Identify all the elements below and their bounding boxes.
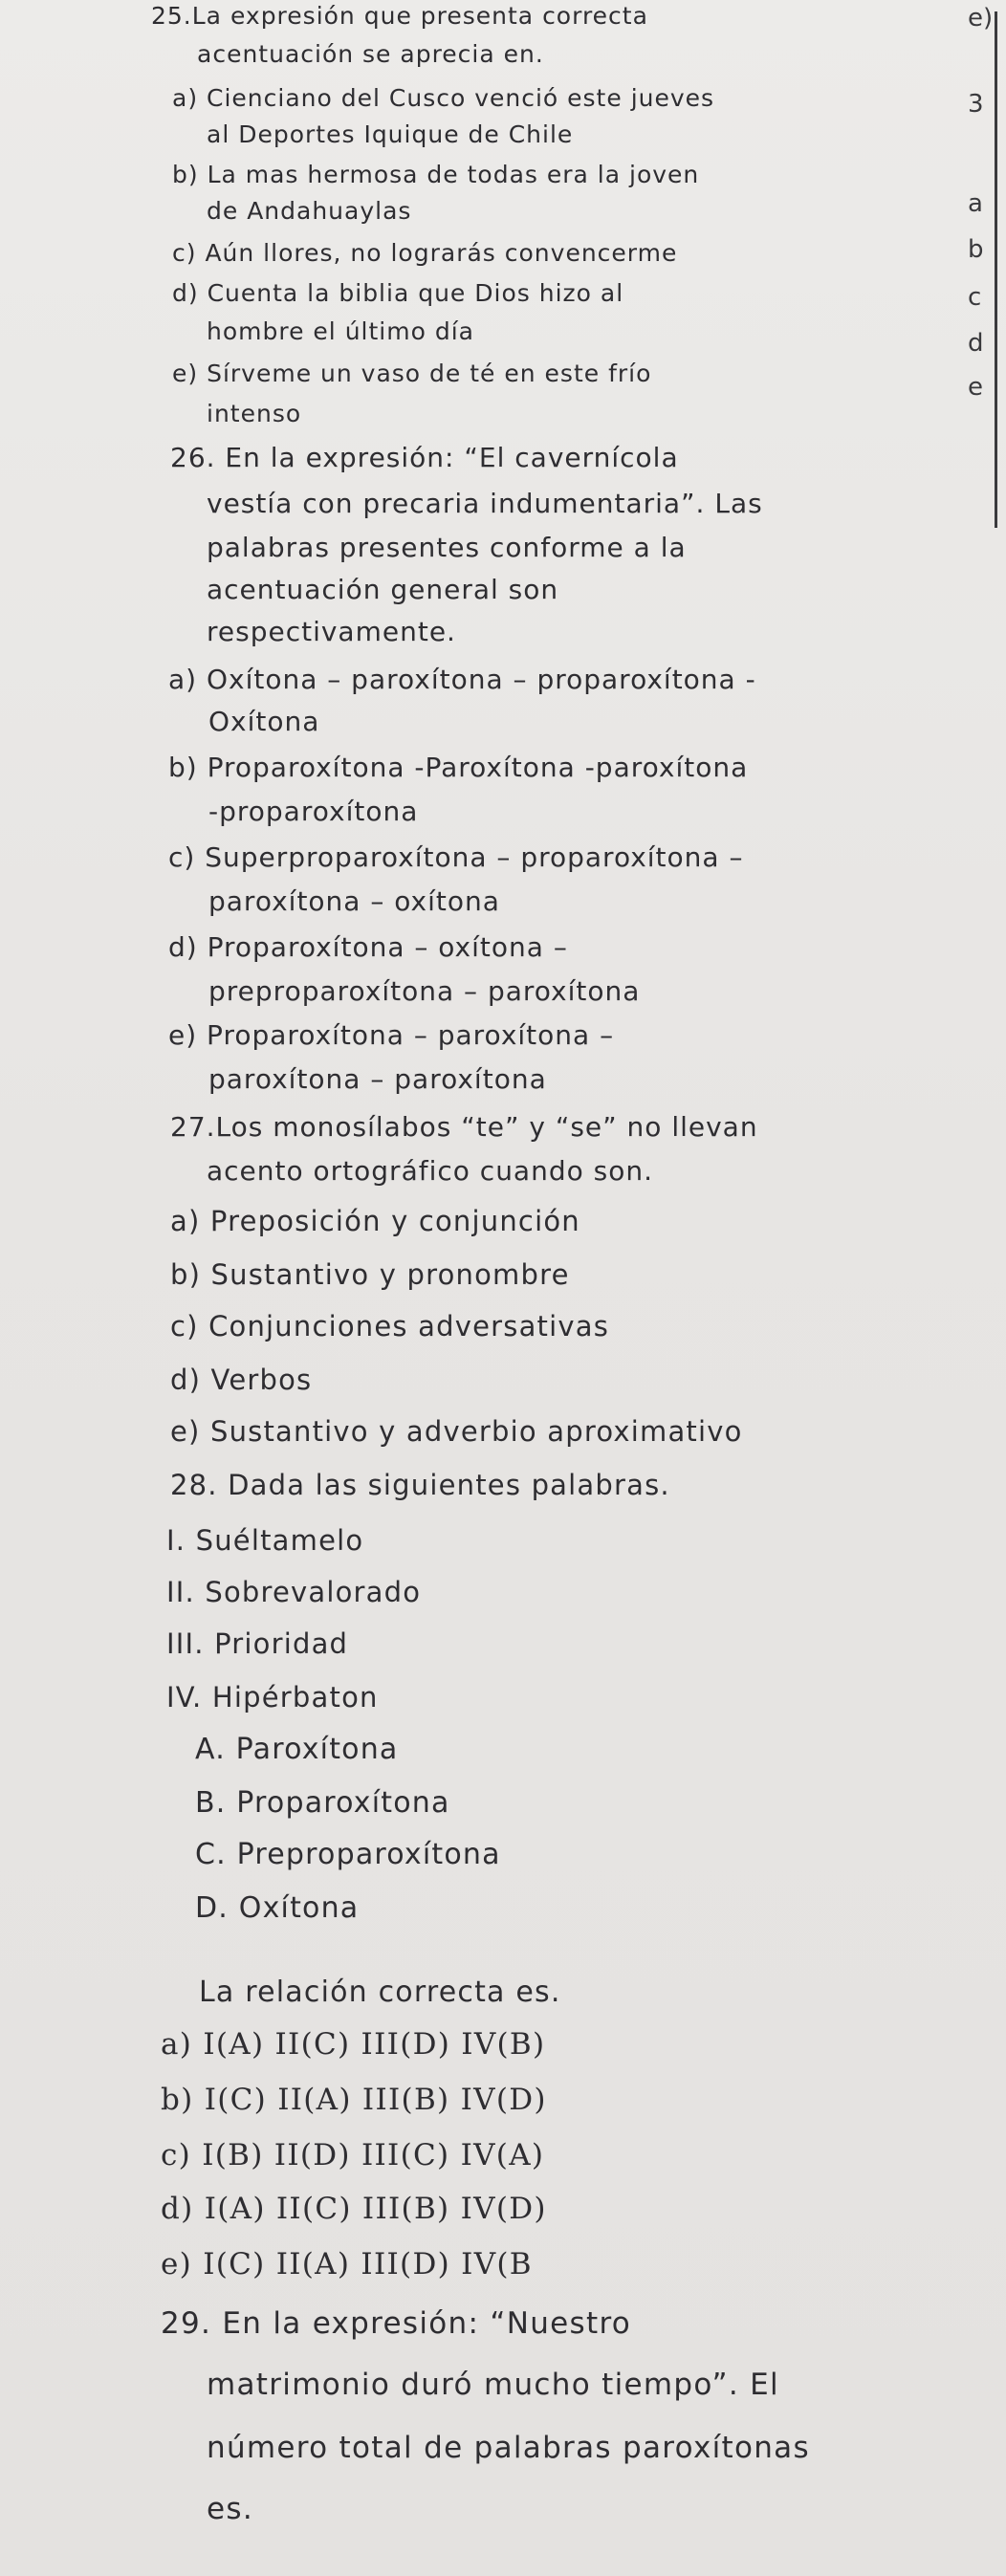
q26-stem-line: vestía con precaria indumentaria”. Las xyxy=(207,488,763,519)
side-label: e) xyxy=(968,4,994,33)
q26-option-e-cont: paroxítona – paroxítona xyxy=(208,1063,547,1095)
q27-stem-line: acento ortográfico cuando son. xyxy=(207,1155,654,1187)
q26-stem-line: respectivamente. xyxy=(207,616,456,647)
q26-option-e: e) Proparoxítona – paroxítona – xyxy=(168,1019,615,1051)
q26-stem-line: acentuación general son xyxy=(207,574,559,605)
q28-word: I. Suéltamelo xyxy=(166,1524,364,1557)
q28-option-d: d) I(A) II(C) III(B) IV(D) xyxy=(161,2192,547,2226)
q27-option-b: b) Sustantivo y pronombre xyxy=(170,1258,570,1291)
q27-option-e: e) Sustantivo y adverbio aproximativo xyxy=(170,1415,743,1448)
side-label: 3 xyxy=(968,90,984,119)
q26-option-d-cont: preproparoxítona – paroxítona xyxy=(208,975,641,1007)
side-label: a xyxy=(968,189,983,218)
side-label: d xyxy=(968,329,984,358)
q28-stem: 28. Dada las siguientes palabras. xyxy=(170,1469,670,1501)
q27-option-d: d) Verbos xyxy=(170,1364,313,1396)
q26-stem-line: palabras presentes conforme a la xyxy=(207,532,687,563)
q25-option-b: b) La mas hermosa de todas era la joven xyxy=(172,161,700,188)
q25-stem-line: 25.La expresión que presenta correcta xyxy=(151,2,648,30)
q25-option-d: d) Cuenta la biblia que Dios hizo al xyxy=(172,279,624,307)
q29-stem-line: es. xyxy=(207,2492,253,2526)
q28-word: IV. Hipérbaton xyxy=(166,1681,379,1714)
q29-stem-line: 29. En la expresión: “Nuestro xyxy=(161,2306,632,2341)
q26-option-b-cont: -proparoxítona xyxy=(208,796,419,827)
q28-category: D. Oxítona xyxy=(195,1891,360,1925)
column-divider xyxy=(995,11,997,528)
side-label: b xyxy=(968,235,984,264)
q28-option-e: e) I(C) II(A) III(D) IV(B xyxy=(161,2247,533,2281)
side-label: c xyxy=(968,283,982,312)
q26-option-b: b) Proparoxítona -Paroxítona -paroxítona xyxy=(168,752,749,783)
q29-stem-line: número total de palabras paroxítonas xyxy=(207,2431,810,2465)
q27-option-c: c) Conjunciones adversativas xyxy=(170,1310,610,1343)
q28-category: A. Paroxítona xyxy=(195,1733,399,1766)
q26-option-a: a) Oxítona – paroxítona – proparoxítona - xyxy=(168,664,756,695)
q26-option-d: d) Proparoxítona – oxítona – xyxy=(168,931,568,963)
q27-option-a: a) Preposición y conjunción xyxy=(170,1205,580,1237)
q25-option-a: a) Cienciano del Cusco venció este jueves xyxy=(172,84,715,112)
q29-stem-line: matrimonio duró mucho tiempo”. El xyxy=(207,2368,779,2402)
q26-option-a-cont: Oxítona xyxy=(208,706,320,737)
q25-option-a-cont: al Deportes Iquique de Chile xyxy=(207,120,574,148)
q25-stem-line: acentuación se aprecia en. xyxy=(197,40,544,68)
q27-stem-line: 27.Los monosílabos “te” y “se” no llevan xyxy=(170,1111,758,1143)
q26-option-c-cont: paroxítona – oxítona xyxy=(208,885,500,917)
q25-option-d-cont: hombre el último día xyxy=(207,317,474,345)
q28-relation-prompt: La relación correcta es. xyxy=(199,1976,561,2009)
q25-option-e-cont: intenso xyxy=(207,400,302,427)
q25-option-b-cont: de Andahuaylas xyxy=(207,197,412,225)
q28-option-c: c) I(B) II(D) III(C) IV(A) xyxy=(161,2138,545,2172)
q25-option-c: c) Aún llores, no lograrás convencerme xyxy=(172,239,678,267)
side-label: e xyxy=(968,373,983,402)
q28-word: III. Prioridad xyxy=(166,1627,349,1660)
q28-category: C. Preproparoxítona xyxy=(195,1838,501,1871)
q28-option-a: a) I(A) II(C) III(D) IV(B) xyxy=(161,2027,546,2062)
q28-option-b: b) I(C) II(A) III(B) IV(D) xyxy=(161,2083,547,2117)
q28-word: II. Sobrevalorado xyxy=(166,1576,422,1608)
q25-option-e: e) Sírveme un vaso de té en este frío xyxy=(172,360,652,387)
q26-option-c: c) Superproparoxítona – proparoxítona – xyxy=(168,841,744,873)
q26-stem-line: 26. En la expresión: “El cavernícola xyxy=(170,442,679,473)
q28-category: B. Proparoxítona xyxy=(195,1786,450,1820)
